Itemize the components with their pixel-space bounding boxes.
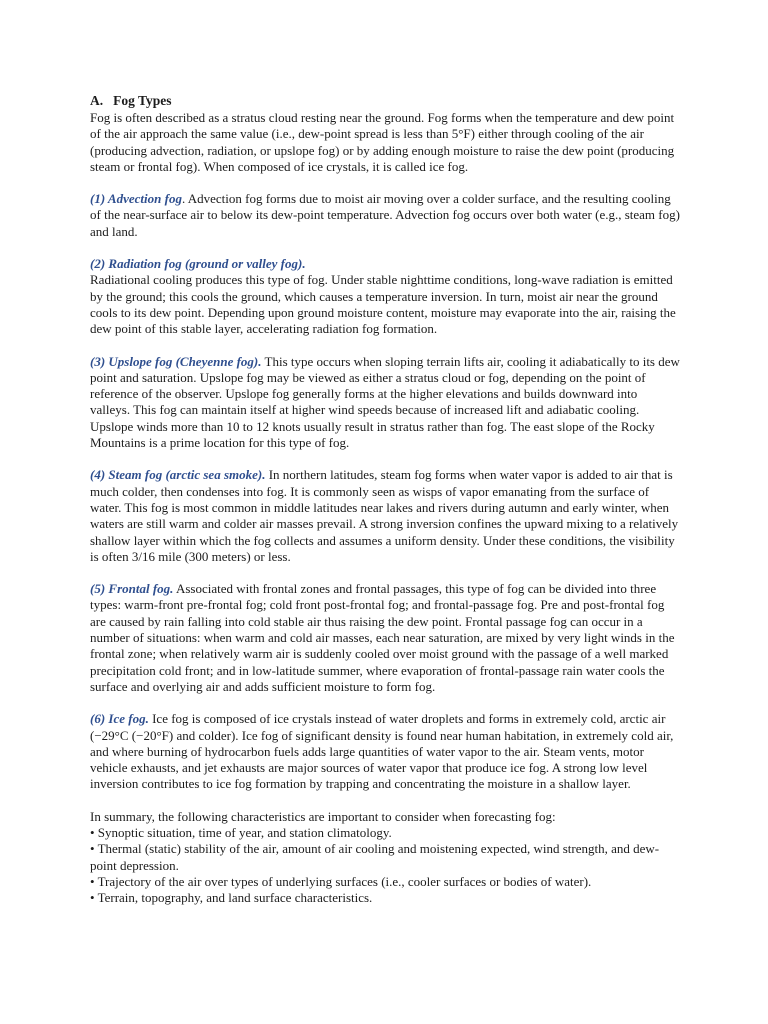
summary-item: • Synoptic situation, time of year, and station climatology. — [90, 824, 392, 840]
fog-type-steam — [90, 467, 680, 565]
fog-type-label: (5) Frontal fog. — [90, 581, 174, 597]
section-title: Fog Types — [113, 93, 172, 108]
fog-type-advection — [90, 191, 680, 240]
summary-item: • Trajectory of the air over types of underlying surfaces (i.e., cooler surfaces or bodies of water). — [90, 873, 592, 889]
fog-type-text: Associated with frontal zones and frontal passages, this type of fog can be divided into three types: warm-front pre-frontal fog; cold front post-frontal fog; and frontal-passage fog. Pre and post-frontal fog are caused by rain falling into cold stable air thus raising the dew point. Frontal passage fog can occur in a number of situations: when warm and cold air masses, each near saturation, are mixed by very light winds in the frontal zone; when relatively warm air is suddenly cooled over moist ground with the passage of a well marked precipitation cold front; and in low-latitude summer, where evaporation of frontal-passage rain water cools the surface and overlying air and adds sufficient moisture to form fog. — [90, 581, 675, 694]
summary-list — [90, 825, 680, 906]
fog-type-label: (2) Radiation fog (ground or valley fog). — [90, 256, 306, 272]
fog-type-label: (4) Steam fog (arctic sea smoke). — [90, 467, 266, 483]
fog-type-label: (6) Ice fog. — [90, 711, 149, 727]
fog-type-label: (3) Upslope fog (Cheyenne fog). — [90, 353, 262, 369]
fog-type-text: This type occurs when sloping terrain lifts air, cooling it adiabatically to its dew point and saturation. Upslope fog may be viewed as either a stratus cloud or fog, depending on the point of reference of the observer. Upslope fog generally forms at the higher elevations and builds downward into valleys. This fog can maintain itself at higher wind speeds because of increased lift and adiabatic cooling. Upslope winds more than 10 to 12 knots usually result in stratus rather than fog. The east slope of the Rocky Mountains is a prime location for this type of fog. — [90, 353, 680, 451]
summary-item: • Terrain, topography, and land surface characteristics. — [90, 890, 373, 906]
fog-type-text: Ice fog is composed of ice crystals instead of water droplets and forms in extremely cold, arctic air (−29°C (−20°F) and colder). Ice fog of significant density is found near human habitation, in extremely cold air, and where burning of hydrocarbon fuels adds large quantities of water vapor to the air. Steam vents, motor vehicle exhausts, and jet exhausts are major sources of water vapor that produce ice fog. A strong low level inversion contributes to ice fog formation by trapping and concentrating the moisture in a shallow layer. — [90, 711, 674, 792]
summary-intro: In summary, the following characteristics are important to consider when forecasting fog: — [90, 808, 556, 824]
intro-paragraph: Fog is often described as a stratus cloud resting near the ground. Fog forms when the temperature and dew point of the air approach the same value (i.e., dew-point spread is less than 5°F) either through cooling of the air (producing advection, radiation, or upslope fog) or by adding enough moisture to raise the dew point (producing steam or frontal fog). When composed of ice crystals, it is called ice fog. — [90, 110, 675, 174]
fog-type-frontal — [90, 581, 680, 695]
fog-type-label: (1) Advection fog — [90, 191, 182, 207]
summary-section — [90, 809, 680, 907]
fog-type-upslope — [90, 354, 680, 452]
fog-type-ice — [90, 711, 680, 792]
fog-type-radiation — [90, 256, 680, 337]
summary-item: • Thermal (static) stability of the air, amount of air cooling and moistening expected, wind strength, and dew-point depression. — [90, 841, 660, 873]
section-number: A. — [90, 93, 104, 108]
section-heading — [90, 92, 680, 110]
fog-type-text: . Advection fog forms due to moist air moving over a colder surface, and the resulting cooling of the near-surface air to below its dew-point temperature. Advection fog occurs over both water (e.g., steam fog) and land. — [90, 191, 680, 239]
fog-type-text: In northern latitudes, steam fog forms when water vapor is added to air that is much colder, then condenses into fog. It is commonly seen as wisps of vapor emanating from the surface of water. This fog is most common in middle latitudes near lakes and rivers during autumn and early winter, when waters are still warm and colder air masses prevail. A strong inversion confines the upward mixing to a relatively shallow layer within which the fog collects and assumes a uniform density. Under these conditions, the visibility is often 3/16 mile (300 meters) or less. — [90, 467, 679, 564]
fog-type-text: Radiational cooling produces this type of fog. Under stable nighttime conditions, long-wave radiation is emitted by the ground; this cools the ground, which causes a temperature inversion. In turn, moist air near the ground cools to its dew point. Depending upon ground moisture content, moisture may evaporate into the air, raising the dew point of this stable layer, accelerating radiation fog formation. — [90, 272, 676, 337]
